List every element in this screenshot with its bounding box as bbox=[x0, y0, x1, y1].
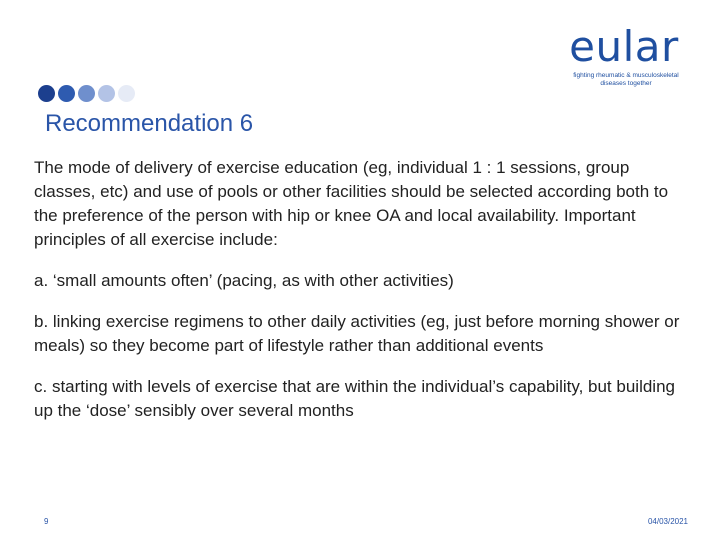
dot-2 bbox=[58, 85, 75, 102]
logo-tagline bbox=[556, 72, 692, 88]
slide-body bbox=[34, 156, 694, 440]
paragraph-a: a. ‘small amounts often’ (pacing, as with other activities) bbox=[34, 271, 454, 290]
slide-title: Recommendation 6 bbox=[45, 110, 254, 137]
paragraph-intro: The mode of delivery of exercise education (eg, individual 1 : 1 sessions, group classes, etc) and use of pools or other facilities should be selected according both to the preference of the person with hip or knee OA and local availability. Important principles of all exercise include: bbox=[34, 158, 669, 249]
logo-tagline-line1: fighting rheumatic & musculoskeletal bbox=[573, 72, 679, 79]
dot-3 bbox=[78, 85, 95, 102]
decorative-dots bbox=[38, 85, 135, 102]
dot-1 bbox=[38, 85, 55, 102]
paragraph-b: b. linking exercise regimens to other daily activities (eg, just before morning shower or meals) so they become part of lifestyle rather than additional events bbox=[34, 312, 680, 355]
dot-4 bbox=[98, 85, 115, 102]
dot-5 bbox=[118, 85, 135, 102]
page-number: 9 bbox=[44, 517, 49, 526]
footer-date: 04/03/2021 bbox=[647, 517, 688, 526]
paragraph-c: c. starting with levels of exercise that are within the individual’s capability, but building up the ‘dose’ sensibly over several months bbox=[34, 377, 675, 420]
logo-tagline-line2: diseases together bbox=[600, 80, 652, 87]
logo-wordmark: eular bbox=[569, 22, 679, 71]
eular-logo bbox=[556, 22, 692, 88]
